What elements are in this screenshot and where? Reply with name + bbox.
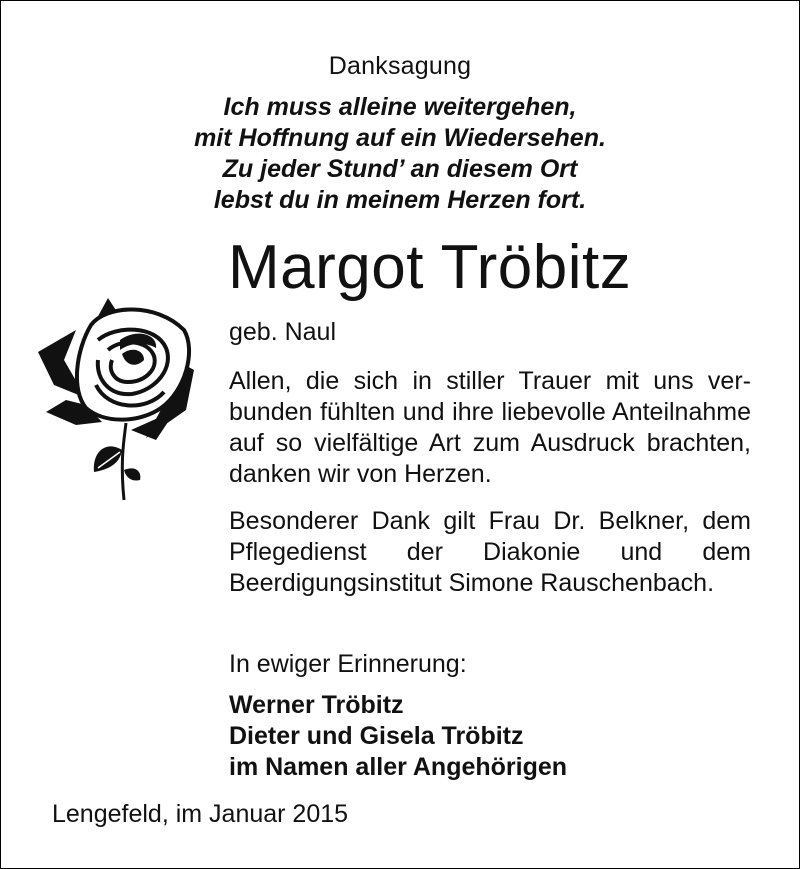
signer: im Namen aller Angehörigen [229,753,568,781]
poem-line: lebst du in meinem Herzen fort. [213,186,587,214]
thanks-paragraph: Allen, die sich in stiller Trauer mit uns verbunden fühlten und ihre liebevolle Anteilnahme auf so vielfältige Art zum Ausdruck brachten, danken wir von Herzen. [229,367,751,488]
signer: Werner Tröbitz [229,691,404,719]
poem [0,92,800,216]
rose-icon [36,290,196,505]
signers [229,690,567,783]
maiden-name: geb. Naul [229,318,337,346]
poem-line: mit Hoffnung auf ein Wiedersehen. [194,124,606,152]
deceased-name: Margot Tröbitz [228,233,632,302]
memory-line: In ewiger Erinnerung: [229,650,467,678]
poem-line: Zu jeder Stund’ an diesem Ort [222,155,578,183]
poem-line: Ich muss alleine weitergehen, [223,93,577,121]
notice-heading: Danksagung [328,52,472,80]
signer: Dieter und Gisela Tröbitz [229,722,524,750]
place-date: Lengefeld, im Januar 2015 [52,800,349,828]
special-thanks-paragraph: Besonderer Dank gilt Frau Dr. Belkner, dem Pflegedienst der Diakonie und dem Beerdigungsinstitut Simone Rauschenbach. [229,507,751,597]
